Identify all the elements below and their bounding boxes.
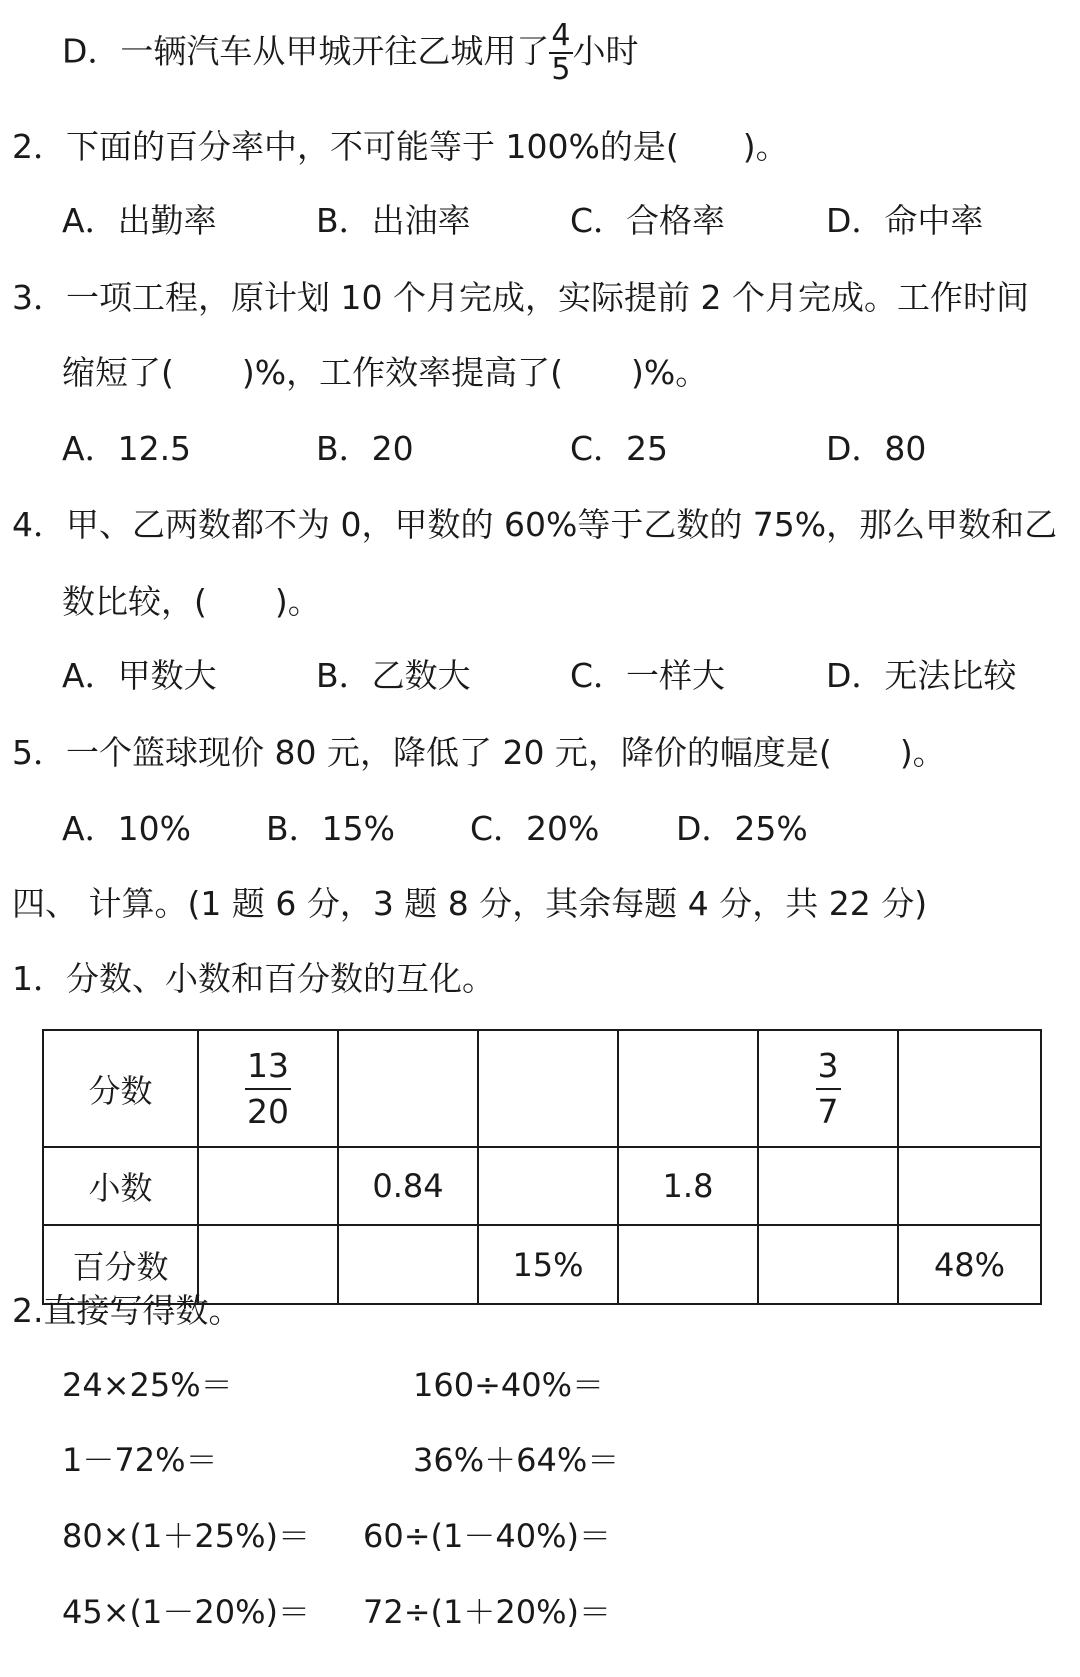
q4-stem-line1: 4．甲、乙两数都不为 0，甲数的 60%等于乙数的 75%，那么甲数和乙 [12, 505, 1058, 544]
q4-option-b[interactable]: B．乙数大 [316, 656, 471, 695]
q5-stem [12, 733, 946, 773]
prev-option-d-suffix: 小时 [572, 31, 639, 71]
q3-stem-line2-c: )%。 [630, 353, 709, 392]
row-label-percent: 百分数 [43, 1225, 198, 1304]
table-cell[interactable]: 48% [898, 1225, 1041, 1304]
fraction-denominator: 7 [816, 1088, 841, 1134]
q4-option-d[interactable]: D．无法比较 [826, 656, 1017, 695]
table-cell[interactable] [898, 1030, 1041, 1147]
q3-option-b[interactable]: B．20 [316, 429, 414, 468]
q3-stem-line2-b: )%，工作效率提高了( [241, 353, 563, 392]
table-cell[interactable] [618, 1225, 758, 1304]
calc-item-2: 160÷40%＝ [413, 1366, 605, 1404]
table-cell[interactable] [198, 1147, 338, 1225]
fraction-numerator: 4 [551, 18, 571, 53]
calc-item-8: 72÷(1＋20%)＝ [363, 1593, 611, 1631]
q3-stem-line1: 3．一项工程，原计划 10 个月完成，实际提前 2 个月完成。工作时间 [12, 278, 1029, 317]
fraction-13-20 [245, 1044, 291, 1134]
table-cell[interactable] [758, 1147, 898, 1225]
q3-stem-line2-a: 缩短了( [62, 353, 174, 392]
calc-item-1: 24×25%＝ [62, 1366, 233, 1404]
q5-stem-end: )。 [899, 733, 946, 772]
fraction-denominator: 5 [551, 52, 571, 87]
fraction-numerator: 13 [247, 1045, 289, 1085]
q5-stem-text: 5．一个篮球现价 80 元，降低了 20 元，降价的幅度是( [12, 733, 832, 772]
q4-stem-line2-a: 数比较，( [62, 582, 207, 621]
prev-option-d [62, 20, 639, 86]
table-cell[interactable] [898, 1147, 1041, 1225]
row-label-fraction: 分数 [43, 1030, 198, 1147]
q2-option-a[interactable]: A．出勤率 [62, 201, 217, 240]
q2-stem [12, 127, 789, 167]
q3-option-c[interactable]: C．25 [570, 429, 669, 468]
q4-option-a[interactable]: A．甲数大 [62, 656, 217, 695]
fraction-numerator: 3 [817, 1045, 839, 1085]
table-cell[interactable] [618, 1030, 758, 1147]
fraction-denominator: 20 [245, 1088, 291, 1134]
table-cell[interactable] [478, 1030, 618, 1147]
q3-stem-line2 [62, 353, 708, 393]
q2-option-d[interactable]: D．命中率 [826, 201, 984, 240]
fraction-3-7 [816, 1044, 841, 1134]
table-cell[interactable] [338, 1225, 478, 1304]
q3-option-d[interactable]: D．80 [826, 429, 927, 468]
table-cell[interactable] [758, 1225, 898, 1304]
prev-option-d-text: D．一辆汽车从甲城开往乙城用了 [62, 31, 550, 71]
q3-option-a[interactable]: A．12.5 [62, 429, 192, 468]
conversion-table [42, 1029, 1042, 1305]
table-cell[interactable] [478, 1147, 618, 1225]
table-cell[interactable]: 1.8 [618, 1147, 758, 1225]
q2-stem-text: 2．下面的百分率中，不可能等于 100%的是( [12, 127, 679, 166]
q2-stem-end: )。 [742, 127, 789, 166]
calc-item-7: 45×(1－20%)＝ [62, 1593, 310, 1631]
q5-option-b[interactable]: B．15% [266, 809, 395, 848]
table-cell[interactable] [758, 1030, 898, 1147]
q2-option-b[interactable]: B．出油率 [316, 201, 471, 240]
section-4-heading: 四、 计算。(1 题 6 分，3 题 8 分，其余每题 4 分，共 22 分) [12, 884, 928, 923]
q4-stem-line2-b: )。 [274, 582, 321, 621]
q5-option-d[interactable]: D．25% [676, 809, 808, 848]
q5-option-a[interactable]: A．10% [62, 809, 191, 848]
table-cell[interactable] [338, 1030, 478, 1147]
q4-option-c[interactable]: C．一样大 [570, 656, 726, 695]
table-row-decimal [43, 1147, 1041, 1225]
table-cell[interactable]: 0.84 [338, 1147, 478, 1225]
calc2-title: 2.直接写得数。 [12, 1291, 242, 1330]
calc-item-4: 36%＋64%＝ [413, 1441, 620, 1479]
calc1-title: 1．分数、小数和百分数的互化。 [12, 959, 495, 998]
prev-option-d-fraction [549, 20, 572, 86]
calc-item-5: 80×(1＋25%)＝ [62, 1517, 310, 1555]
q5-option-c[interactable]: C．20% [470, 809, 600, 848]
row-label-decimal: 小数 [43, 1147, 198, 1225]
calc-item-3: 1－72%＝ [62, 1441, 218, 1479]
table-cell[interactable]: 15% [478, 1225, 618, 1304]
table-row-fraction [43, 1030, 1041, 1147]
q2-option-c[interactable]: C．合格率 [570, 201, 726, 240]
table-cell[interactable] [198, 1030, 338, 1147]
q4-stem-line2 [62, 582, 321, 622]
calc-item-6: 60÷(1－40%)＝ [363, 1517, 611, 1555]
